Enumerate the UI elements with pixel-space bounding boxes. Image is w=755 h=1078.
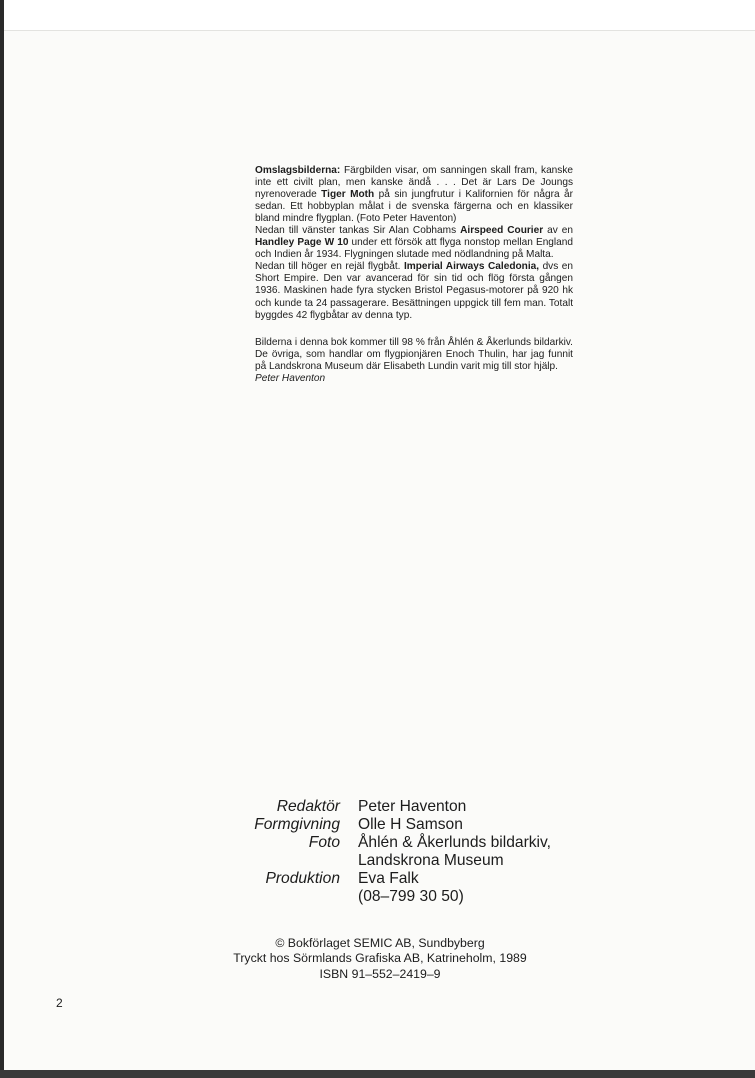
caption-text: under ett försök att flyga nonstop mellan England och Indien år 1934. Flygningen slutade med nödlandning på Malta. — [255, 237, 574, 261]
caption-paragraph-cover — [255, 165, 573, 225]
credit-line: (08–799 30 50) — [358, 888, 464, 905]
caption-text: Färgbilden visar, om sanningen skall fram, kanske inte ett civilt plan, men kanske ändå . . . Det är Lars De Joungs nyrenoverade — [255, 165, 573, 201]
credit-row-editor — [0, 798, 755, 816]
credit-row-design — [0, 816, 755, 834]
credit-role: Produktion — [265, 870, 340, 887]
credit-row-photo — [0, 834, 755, 870]
credit-value — [358, 870, 755, 906]
credit-line: Eva Falk — [358, 870, 419, 887]
aircraft-name: Imperial Airways Caledonia, — [403, 261, 540, 273]
credit-role: Redaktör — [276, 798, 340, 815]
credit-line: Åhlén & Åkerlunds bildarkiv, — [358, 834, 551, 851]
caption-text: Nedan till vänster tankas Sir Alan Cobhams — [255, 225, 461, 237]
credit-value — [358, 816, 755, 834]
cover-caption — [255, 165, 573, 385]
credit-line: Olle H Samson — [358, 816, 463, 833]
caption-lead: Omslagsbilderna: — [255, 165, 341, 176]
credit-line: Peter Haventon — [358, 798, 467, 815]
caption-paragraph-left — [255, 225, 573, 261]
imprint-block — [215, 936, 545, 982]
credit-row-production — [0, 870, 755, 906]
credit-value — [358, 798, 755, 816]
caption-paragraph-right — [255, 261, 573, 321]
publisher-line: © Bokförlaget SEMIC AB, Sundbyberg — [275, 936, 485, 950]
caption-text: dvs en Short Empire. Den var avancerad för sin tid och flög första gången 1936. Maskinen hade fyra stycken Bristol Pegasus-motorer på 920 hk och kunde ta 24 passagerare. Besättningen uppgick till fem man. Totalt byggdes 42 flygbåtar av denna typ. — [255, 261, 574, 321]
scan-left-edge — [0, 0, 4, 1078]
credit-role: Formgivning — [254, 816, 340, 833]
printer-line: Tryckt hos Sörmlands Grafiska AB, Katrineholm, 1989 — [233, 951, 527, 966]
isbn-line: ISBN 91–552–2419–9 — [319, 966, 441, 981]
aircraft-name: Airspeed Courier — [460, 225, 544, 237]
aircraft-name: Handley Page W 10 — [255, 237, 349, 249]
scan-bottom-edge — [0, 1070, 755, 1078]
credit-role: Foto — [308, 834, 340, 851]
credit-value — [358, 834, 755, 870]
aircraft-name: Tiger Moth — [321, 189, 375, 201]
credit-line: Landskrona Museum — [358, 852, 504, 869]
caption-text: Nedan till höger en rejäl flygbåt. — [255, 261, 404, 273]
page-number: 2 — [56, 996, 63, 1010]
caption-text: av en — [543, 225, 573, 237]
caption-text: på sin jungfrutur i Kalifornien för några år sedan. Ett hobbyplan målat i de svenska färgerna och en klassiker bland mindre flygplan. (Foto Peter Haventon) — [255, 189, 574, 225]
author-signature: Peter Haventon — [255, 372, 326, 384]
credits-block — [0, 798, 755, 906]
photo-credits-paragraph: Bilderna i denna bok kommer till 98 % från Åhlén & Åkerlunds bildarkiv. De övriga, som handlar om flygpionjären Enoch Thulin, har jag funnit på Landskrona Museum där Elisabeth Lundin varit mig till stor hjälp. — [255, 336, 573, 372]
scan-top-margin — [0, 0, 755, 31]
